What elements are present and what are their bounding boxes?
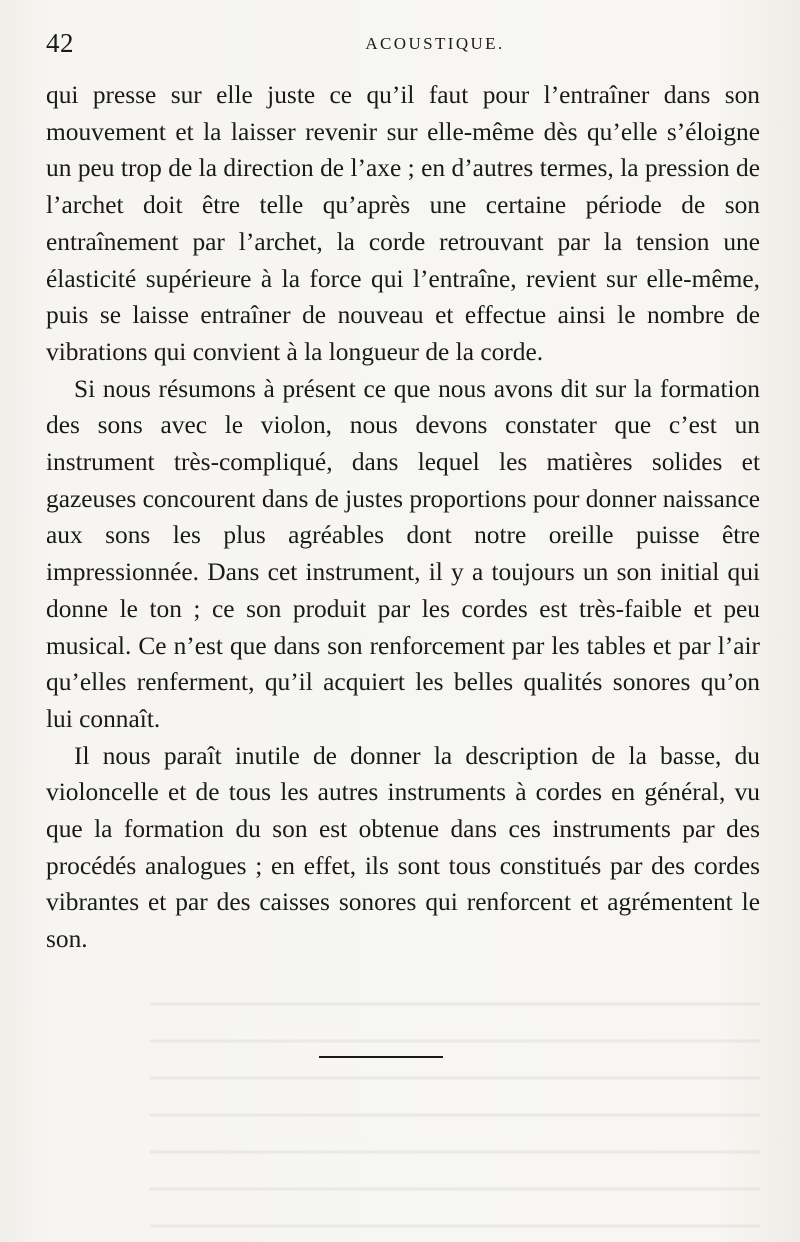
body-text — [46, 77, 760, 958]
paragraph-3: Il nous paraît inutile de donner la description de la basse, du violoncelle et de tous les autres instruments à cordes en général, vu que la formation du son est obtenue dans ces instruments par des procédés analogues ; en effet, ils sont tous constitués par des cordes vibrantes et par des caisses sonores qui renforcent et agrémentent le son. — [46, 741, 760, 954]
paragraph-2: Si nous résumons à présent ce que nous avons dit sur la formation des sons avec le violon, nous devons constater que c’est un instrument très-compliqué, dans lequel les matières solides et gazeuses concourent dans de justes proportions pour donner naissance aux sons les plus agréables dont notre oreille puisse être impressionnée. Dans cet instrument, il y a toujours un son initial qui donne le ton ; ce son produit par les cordes est très-faible et peu musical. Ce n’est que dans son renforcement par les tables et par l’air qu’elles renferment, qu’il acquiert les belles qualités sonores qu’on lui connaît. — [46, 374, 760, 733]
running-head — [46, 28, 754, 62]
paragraph-1: qui presse sur elle juste ce qu’il faut pour l’entraîner dans son mouvement et la laisser revenir sur elle-même dès qu’elle s’éloigne un peu trop de la direction de l’axe ; en d’autres termes, la pression de l’archet doit être telle qu’après une certaine période de son entraînement par l’archet, la corde retrouvant par la tension une élasticité supérieure à la force qui l’entraîne, revient sur elle-même, puis se laisse entraîner de nouveau et effectue ainsi le nombre de vibrations qui convient à la longueur de la corde. — [46, 81, 760, 366]
end-rule — [319, 1056, 443, 1058]
running-title: ACOUSTIQUE. — [365, 34, 505, 53]
bleed-through-texture — [150, 980, 760, 1230]
page-number: 42 — [46, 28, 74, 58]
